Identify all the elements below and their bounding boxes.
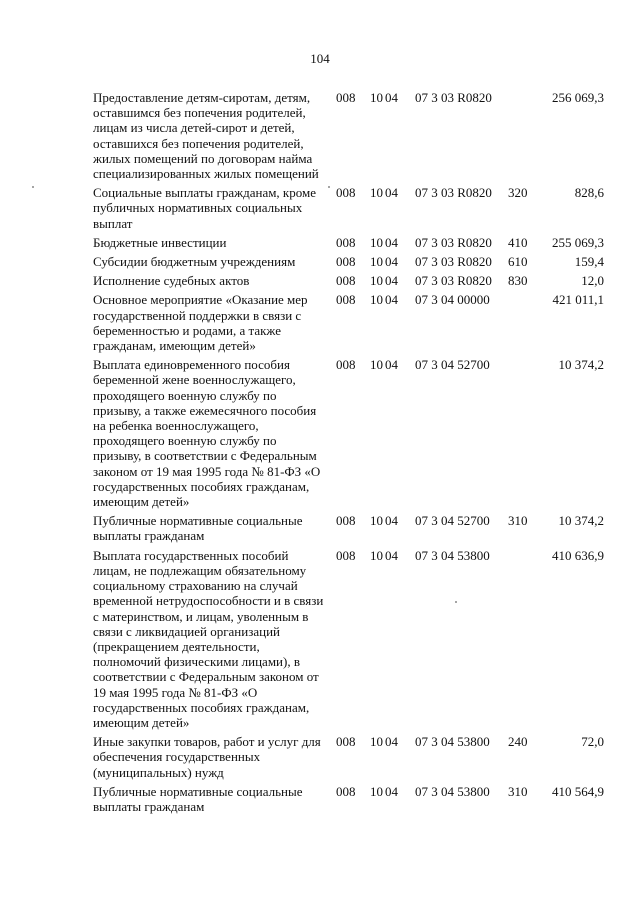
budget-table	[0, 90, 640, 818]
amount: 10 374,2	[558, 357, 604, 373]
department-code: 008	[336, 90, 356, 105]
subsection-code: 04	[385, 234, 398, 250]
amount: 410 636,9	[552, 547, 604, 563]
section-code: 10	[370, 234, 383, 250]
target-article-code: 07 3 04 52700	[415, 513, 490, 529]
row-name: Основное мероприятие «Оказание мер государственной поддержки в связи с беременностью и родами, а также гражданам, имеющим детей»	[93, 292, 308, 354]
table-row	[0, 357, 640, 509]
department-code: 008	[336, 185, 356, 201]
amount: 421 011,1	[552, 292, 604, 308]
section-code: 10	[370, 547, 383, 563]
subsection-code: 04	[385, 185, 398, 201]
scan-speck	[455, 601, 457, 603]
target-article-code: 07 3 04 53800	[415, 783, 490, 799]
expense-type-code: 830	[508, 273, 528, 289]
table-row	[0, 548, 640, 730]
table-row	[0, 734, 640, 780]
expense-type-code: 240	[508, 734, 528, 750]
target-article-code: 07 3 03 R0820	[415, 234, 492, 250]
target-article-code: 07 3 04 52700	[415, 357, 490, 373]
subsection-code: 04	[385, 90, 398, 105]
row-name: Выплата государственных пособий лицам, не подлежащим обязательному социальному страхованию на случай временной нетрудоспособности и в связи с материнством, и лицам, уволенным в связи с ликвидацией организаций (прекращением деятельности, полномочий физическими лицами), в соответствии с Федеральным законом от 19 мая 1995 года № 81-ФЗ «О государственных пособиях гражданам, имеющим детей»	[93, 547, 324, 730]
section-code: 10	[370, 783, 383, 799]
amount: 10 374,2	[558, 513, 604, 529]
row-name: Выплата единовременного пособия беременной жене военнослужащего, проходящего военную службу по призыву, а также ежемесячного пособия на ребенка военнослужащего, проходящего военную службу по призыву, в соответствии с Федеральным законом от 19 мая 1995 года № 81-ФЗ «О государственных пособиях гражданам, имеющим детей»	[93, 357, 321, 510]
section-code: 10	[370, 734, 383, 750]
subsection-code: 04	[385, 357, 398, 373]
amount: 12,0	[581, 273, 604, 289]
row-name: Субсидии бюджетным учреждениям	[93, 254, 296, 270]
page-number: 104	[310, 51, 330, 66]
target-article-code: 07 3 03 R0820	[415, 185, 492, 201]
amount: 256 069,3	[552, 90, 604, 105]
section-code: 10	[370, 185, 383, 201]
expense-type-code: 410	[508, 234, 528, 250]
department-code: 008	[336, 513, 356, 529]
section-code: 10	[370, 513, 383, 529]
expense-type-code: 310	[508, 783, 528, 799]
expense-type-code: 610	[508, 254, 528, 270]
target-article-code: 07 3 03 R0820	[415, 254, 492, 270]
department-code: 008	[336, 547, 356, 563]
row-name: Социальные выплаты гражданам, кроме публичных нормативных социальных выплат	[93, 185, 316, 231]
row-name: Иные закупки товаров, работ и услуг для обеспечения государственных (муниципальных) нужд	[93, 734, 321, 780]
section-code: 10	[370, 292, 383, 308]
section-code: 10	[370, 357, 383, 373]
department-code: 008	[336, 734, 356, 750]
target-article-code: 07 3 03 R0820	[415, 90, 492, 105]
table-row	[0, 185, 640, 231]
expense-type-code: 310	[508, 513, 528, 529]
target-article-code: 07 3 04 53800	[415, 547, 490, 563]
amount: 255 069,3	[552, 234, 604, 250]
amount: 410 564,9	[552, 783, 604, 799]
table-row	[0, 292, 640, 353]
table-row	[0, 235, 640, 250]
department-code: 008	[336, 357, 356, 373]
amount: 159,4	[574, 254, 604, 270]
row-name: Бюджетные инвестиции	[93, 234, 227, 250]
target-article-code: 07 3 04 53800	[415, 734, 490, 750]
subsection-code: 04	[385, 254, 398, 270]
amount: 828,6	[574, 185, 604, 201]
subsection-code: 04	[385, 547, 398, 563]
department-code: 008	[336, 273, 356, 289]
section-code: 10	[370, 90, 383, 105]
expense-type-code: 320	[508, 185, 528, 201]
table-row	[0, 254, 640, 269]
row-name: Исполнение судебных актов	[93, 273, 250, 289]
table-row	[0, 513, 640, 543]
scan-speck	[328, 186, 330, 188]
department-code: 008	[336, 234, 356, 250]
table-row	[0, 784, 640, 814]
subsection-code: 04	[385, 734, 398, 750]
subsection-code: 04	[385, 783, 398, 799]
department-code: 008	[336, 292, 356, 308]
department-code: 008	[336, 783, 356, 799]
amount: 72,0	[581, 734, 604, 750]
department-code: 008	[336, 254, 356, 270]
target-article-code: 07 3 04 00000	[415, 292, 490, 308]
target-article-code: 07 3 03 R0820	[415, 273, 492, 289]
scan-speck	[32, 186, 34, 188]
row-name: Публичные нормативные социальные выплаты гражданам	[93, 513, 303, 544]
row-name: Публичные нормативные социальные выплаты гражданам	[93, 783, 303, 814]
subsection-code: 04	[385, 292, 398, 308]
subsection-code: 04	[385, 273, 398, 289]
subsection-code: 04	[385, 513, 398, 529]
table-row	[0, 90, 640, 181]
section-code: 10	[370, 254, 383, 270]
section-code: 10	[370, 273, 383, 289]
table-row	[0, 273, 640, 288]
row-name: Предоставление детям-сиротам, детям, оставшимся без попечения родителей, лицам из числа детей-сирот и детей, оставшихся без попечения родителей, жилых помещений по договорам найма специализированных жилых помещений	[93, 90, 319, 182]
